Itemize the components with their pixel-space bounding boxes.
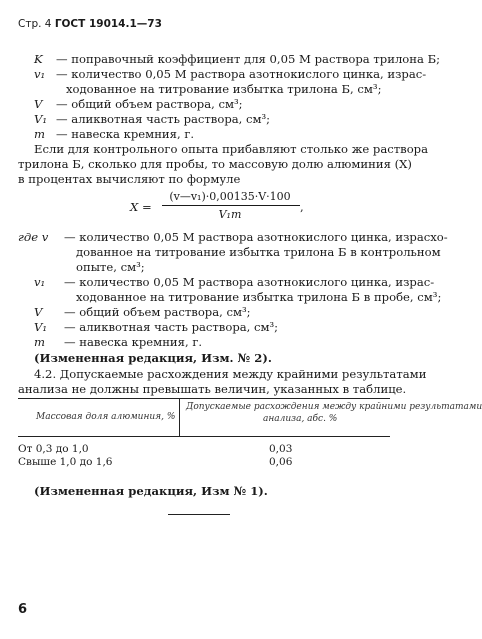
end-rule [168,514,230,515]
table-header-range: Массовая доля алюминия, % [36,412,176,422]
paragraph-line: Если для контрольного опыта прибавляют столько же раствора [34,142,429,156]
def-row: V — общий объем раствора, см³; [34,97,243,111]
def-row: v₁ — количество 0,05 М раствора азотнокислого цинка, израс- [34,67,427,81]
edit-note-1: (Измененная редакция, Изм № 1). [34,484,268,498]
formula-tail: , [300,200,304,214]
paragraph-line: трилона Б, сколько для пробы, то массовую долю алюминия (X) [18,157,412,171]
table-top-rule [18,398,390,399]
header-standard: ГОСТ 19014.1—73 [54,18,162,30]
fraction-bar [162,205,300,206]
table-cell-range: От 0,3 до 1,0 [18,443,89,455]
table-header-rule [18,436,390,437]
edit-note-2: (Измененная редакция, Изм. № 2). [34,351,272,365]
def-row: где v — количество 0,05 М раствора азотнокислого цинка, израсхо- [18,230,448,244]
formula-lhs: X = [130,200,152,214]
table-cell-value: 0,06 [269,456,293,468]
def-row: дованное на титрование избытка трилона Б в контрольном [76,245,441,259]
def-row: ходованное на титрование избытка трилона Б, см³; [66,82,382,96]
def-row: v₁ — количество 0,05 М раствора азотнокислого цинка, израс- [34,275,435,289]
paragraph-line: в процентах вычисляют по формуле [18,172,241,186]
def-row: V₁ — аликвотная часть раствора, см³; [34,112,271,126]
header-page: Стр. 4 [18,18,52,30]
paragraph-line: 4.2. Допускаемые расхождения между крайними результатами [34,367,427,381]
page-number: 6 [18,602,28,617]
formula-denominator: V₁m [218,208,242,221]
def-row: V — общий объем раствора, см³; [34,305,251,319]
def-row: m — навеска кремния, г. [34,127,195,141]
paragraph-line: анализа не должны превышать величин, указанных в таблице. [18,382,407,396]
page-header [18,18,162,30]
def-row: V₁ — аликвотная часть раствора, см³; [34,320,279,334]
table-header-tolerance-unit: анализа, абс. % [263,414,338,424]
def-row: K — поправочный коэффициент для 0,05 М раствора трилона Б; [34,52,441,66]
table-cell-range: Свыше 1,0 до 1,6 [18,456,113,468]
formula-numerator: (v—v₁)·0,00135·V·100 [169,190,291,203]
def-row: опыте, см³; [76,260,145,274]
table-column-divider [179,398,180,436]
def-row: ходованное на титрование избытка трилона Б в пробе, см³; [76,290,442,304]
def-row: m — навеска кремния, г. [34,335,203,349]
table-cell-value: 0,03 [269,443,293,455]
table-header-tolerance: Допускаемые расхождения между крайними результатами [186,402,482,412]
